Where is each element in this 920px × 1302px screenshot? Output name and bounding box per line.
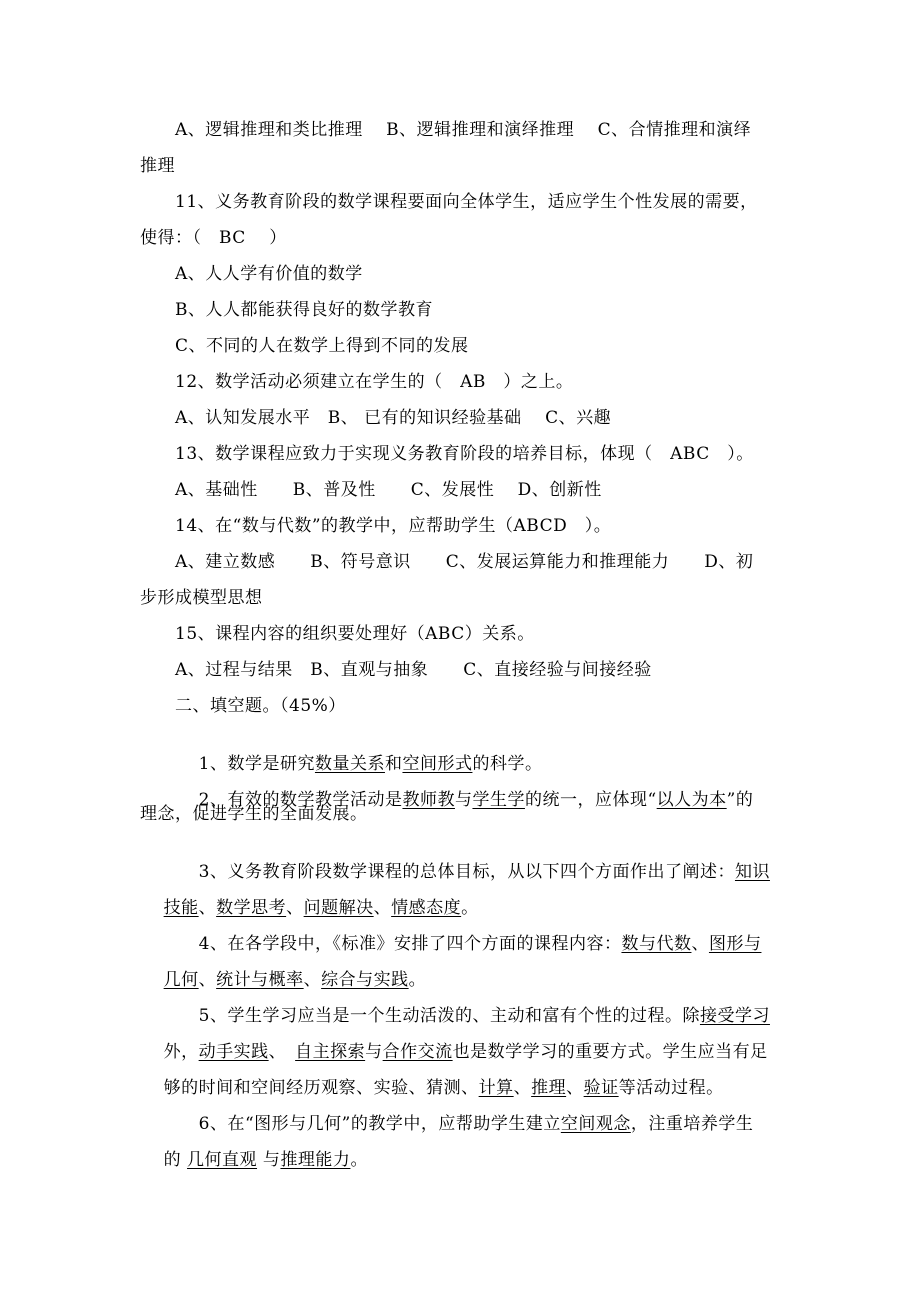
answer-blank: 技能: [163, 898, 199, 918]
q10-options: A、逻辑推理和类比推理 B、逻辑推理和演绎推理 C、合情推理和演绎: [175, 120, 752, 140]
q11-option-a: A、人人学有价值的数学: [175, 264, 363, 284]
q12-stem: 12、数学活动必须建立在学生的（ AB ）之上。: [175, 372, 574, 392]
text: 与: [257, 1150, 281, 1170]
text: 和: [384, 754, 403, 774]
q14-options: A、建立数感 B、符号意识 C、发展运算能力和推理能力 D、初: [175, 552, 754, 572]
text: 5、学生学习应当是一个生动活泼的、主动和富有个性的过程。除: [198, 1006, 700, 1026]
fill-q5: [175, 983, 770, 1026]
answer-blank: 数量关系: [314, 754, 385, 774]
text: 。: [408, 970, 427, 990]
text: 、: [691, 934, 709, 954]
text: 。: [350, 1150, 368, 1170]
answer-blank: 空间观念: [560, 1114, 631, 1134]
text: 、: [198, 970, 217, 990]
answer-blank: 验证: [583, 1078, 619, 1098]
answer-blank: 以人为本: [656, 790, 727, 810]
q11-option-b: B、人人都能获得良好的数学教育: [175, 300, 433, 320]
answer-blank: 知识: [734, 862, 770, 882]
answer-blank: 自主探索: [295, 1042, 366, 1062]
answer-blank: 几何: [163, 970, 199, 990]
answer-blank: 问题解决: [303, 898, 374, 918]
text: 、: [303, 970, 322, 990]
q10-options-cont: 推理: [140, 156, 175, 176]
fill-q3: [175, 839, 770, 882]
text: 够的时间和空间经历观察、实验、猜测、: [163, 1078, 479, 1098]
answer-blank: 空间形式: [402, 754, 473, 774]
text: 2、有效的数学教学活动是: [198, 790, 403, 810]
text: 与: [454, 790, 473, 810]
answer-blank: 数与代数: [621, 934, 692, 954]
text: 1、数学是研究: [198, 754, 315, 774]
fill-q6-cont: [140, 1127, 368, 1170]
answer-blank: 动手实践: [198, 1042, 269, 1062]
answer-blank: 合作交流: [382, 1042, 453, 1062]
answer-blank: 统计与概率: [216, 970, 304, 990]
q11-stem-cont: 使得：（ BC ）: [140, 228, 287, 248]
section-title: 二、填空题。（45%）: [175, 696, 346, 716]
text: ”的: [726, 790, 754, 810]
text: ，注重培养学生: [630, 1114, 754, 1134]
text: 也是数学学习的重要方式。学生应当有足: [452, 1042, 768, 1062]
fill-q4-cont: [140, 947, 427, 990]
answer-blank: 推理能力: [280, 1150, 351, 1170]
text: 6、在“图形与几何”的教学中，应帮助学生建立: [198, 1114, 561, 1134]
answer-blank: 图形与: [708, 934, 762, 954]
fill-q5-cont: [140, 1019, 768, 1062]
q11-option-c: C、不同的人在数学上得到不同的发展: [175, 336, 469, 356]
text: 的: [163, 1150, 188, 1170]
fill-q5-cont2: [140, 1055, 724, 1098]
text: 、: [566, 1078, 584, 1098]
fill-q2-cont: 理念，促进学生的全面发展。: [140, 804, 368, 824]
answer-blank: 计算: [478, 1078, 514, 1098]
fill-q4: [175, 911, 762, 954]
text: 3、义务教育阶段数学课程的总体目标，从以下四个方面作出了阐述：: [198, 862, 735, 882]
fill-q6: [175, 1091, 754, 1134]
text: 、: [268, 1042, 296, 1062]
answer-blank: 教师教: [402, 790, 455, 810]
q15-stem: 15、课程内容的组织要处理好（ABC）关系。: [175, 624, 535, 644]
answer-blank: 综合与实践: [321, 970, 409, 990]
answer-blank: 接受学习: [699, 1006, 770, 1026]
q11-stem: 11、义务教育阶段的数学课程要面向全体学生，适应学生个性发展的需要，: [175, 192, 758, 212]
text: 。: [461, 898, 479, 918]
text: 与: [365, 1042, 383, 1062]
q13-stem: 13、数学课程应致力于实现义务教育阶段的培养目标，体现（ ABC ）。: [175, 444, 754, 464]
fill-q2: [175, 767, 754, 810]
text: 、: [373, 898, 392, 918]
text: 的科学。: [472, 754, 543, 774]
text: 等活动过程。: [618, 1078, 724, 1098]
answer-blank: 学生学: [472, 790, 525, 810]
text: 、: [513, 1078, 532, 1098]
fill-q3-cont: [140, 875, 479, 918]
text: 的统一，应体现“: [524, 790, 657, 810]
q14-stem: 14、在“数与代数”的教学中，应帮助学生（ABCD ）。: [175, 516, 612, 536]
text: 4、在各学段中，《标准》安排了四个方面的课程内容：: [198, 934, 622, 954]
answer-blank: 情感态度: [391, 898, 462, 918]
q15-options: A、过程与结果 B、直观与抽象 C、直接经验与间接经验: [175, 660, 652, 680]
answer-blank: 推理: [531, 1078, 567, 1098]
text: 外，: [163, 1042, 199, 1062]
text: 、: [286, 898, 304, 918]
q13-options: A、基础性 B、普及性 C、发展性 D、创新性: [175, 480, 602, 500]
fill-q1: [175, 731, 543, 774]
q14-options-cont: 步形成模型思想: [140, 588, 263, 608]
q12-options: A、认知发展水平 B、 已有的知识经验基础 C、兴趣: [175, 408, 612, 428]
text: 、: [198, 898, 217, 918]
answer-blank: 几何直观: [187, 1150, 258, 1170]
answer-blank: 数学思考: [216, 898, 287, 918]
